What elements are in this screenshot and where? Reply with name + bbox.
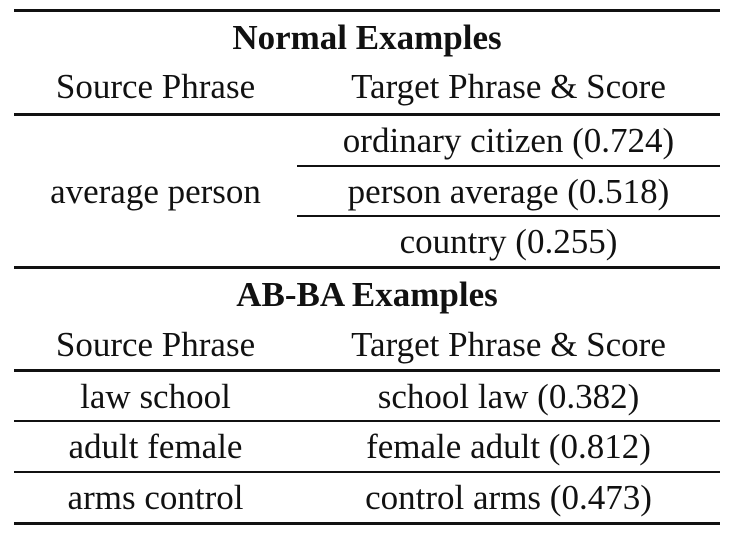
abba-header-source: Source Phrase — [55, 324, 256, 364]
normal-target-1: ordinary citizen (0.724) — [342, 121, 675, 160]
abba-target-3: control arms (0.473) — [365, 478, 652, 517]
bottom-rule — [14, 522, 720, 525]
normal-target-3: country (0.255) — [399, 222, 618, 261]
normal-section-title: Normal Examples — [232, 17, 502, 57]
normal-header-source: Source Phrase — [55, 66, 256, 106]
normal-header-target: Target Phrase & Score — [351, 66, 666, 106]
normal-source-phrase: average person — [50, 171, 261, 211]
top-rule — [14, 9, 720, 12]
abba-section-title: AB-BA Examples — [236, 274, 498, 314]
abba-header-target: Target Phrase & Score — [351, 324, 666, 364]
abba-source-3: arms control — [67, 478, 244, 517]
abba-target-2: female adult (0.812) — [366, 427, 651, 466]
normal-target-2: person average (0.518) — [347, 171, 670, 211]
abba-target-1: school law (0.382) — [377, 376, 640, 416]
abba-source-1: law school — [80, 376, 231, 416]
abba-source-2: adult female — [68, 427, 243, 466]
